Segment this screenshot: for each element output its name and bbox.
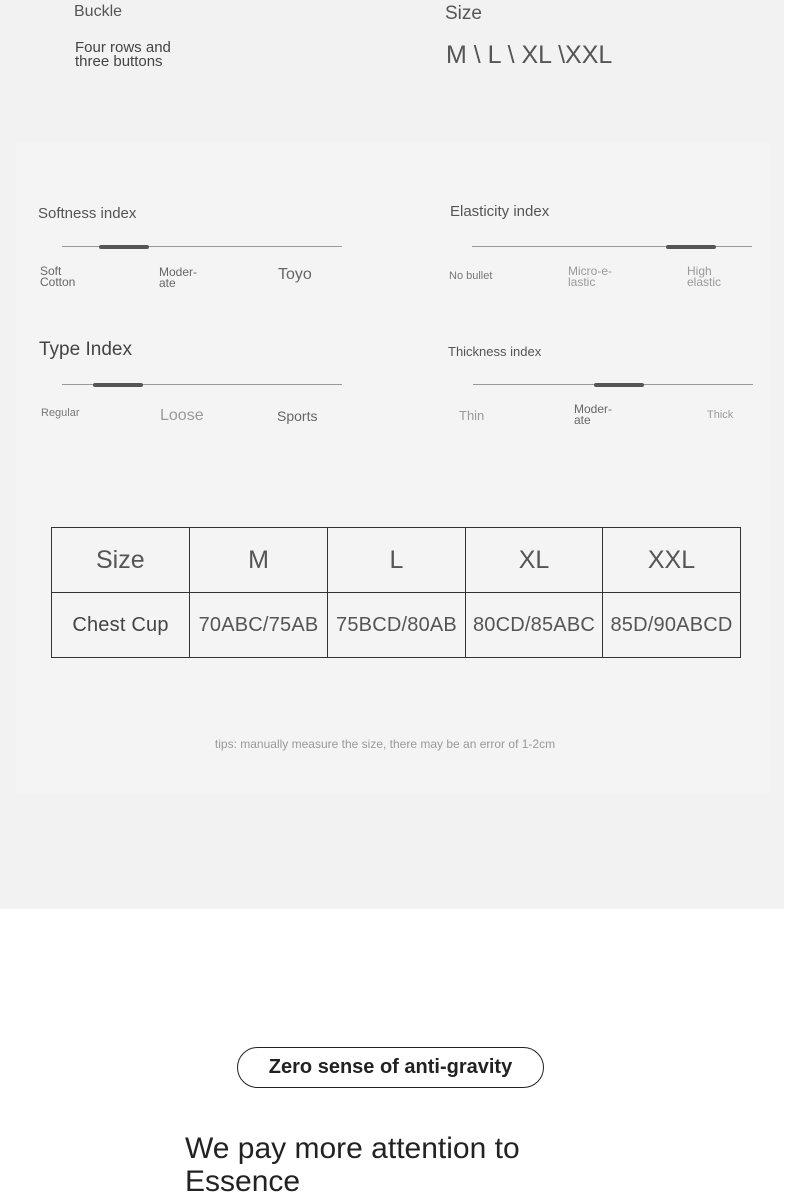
softness-option-toyo: Toyo [278, 266, 312, 283]
measurement-tips: tips: manually measure the size, there may be an error of 1-2cm [214, 737, 556, 751]
size-chart-table [51, 527, 741, 658]
buckle-value: Four rows and three buttons [75, 39, 171, 70]
size-table-row [52, 593, 741, 658]
elasticity-option-micro-elastic: Micro-e- lastic [568, 264, 612, 289]
softness-option-moderate: Moder- ate [159, 265, 198, 290]
feature-badge: Zero sense of anti-gravity [237, 1047, 544, 1088]
elasticity-option-high-elastic: High elastic [687, 264, 722, 289]
size-table-cell-xl: 80CD/85ABC [466, 593, 603, 658]
softness-option-soft-cotton: Soft Cotton [40, 264, 76, 289]
thickness-option-thin: Thin [459, 408, 485, 423]
index-panel [16, 143, 771, 793]
headline-text: We pay more attention to Essence [185, 1132, 520, 1198]
size-table-header-size: Size [52, 528, 190, 593]
type-option-loose: Loose [160, 407, 204, 424]
size-label: Size [445, 3, 482, 24]
size-table-header-m: M [190, 528, 328, 593]
buckle-label: Buckle [74, 3, 123, 20]
softness-index-title: Softness index [38, 205, 137, 222]
elasticity-index-title: Elasticity index [450, 203, 550, 220]
size-table-cell-m: 70ABC/75AB [190, 593, 328, 658]
size-table-cell-l: 75BCD/80AB [328, 593, 466, 658]
size-table-header-xl: XL [466, 528, 603, 593]
elasticity-index-marker [666, 245, 716, 249]
size-table-chest-cup-label: Chest Cup [52, 593, 190, 658]
softness-index-marker [99, 245, 149, 249]
size-value: M \ L \ XL \XXL [446, 41, 613, 69]
thickness-option-thick: Thick [707, 409, 734, 421]
thickness-index-title: Thickness index [448, 344, 542, 359]
elasticity-option-no-bullet: No bullet [449, 270, 493, 282]
thickness-index-marker [594, 383, 644, 387]
thickness-option-moderate: Moder- ate [574, 402, 613, 427]
type-option-regular: Regular [41, 407, 80, 419]
size-table-cell-xxl: 85D/90ABCD [603, 593, 741, 658]
type-index-title: Type Index [39, 339, 132, 360]
size-table-header-xxl: XXL [603, 528, 741, 593]
size-table-header-l: L [328, 528, 466, 593]
size-table-header-row [52, 528, 741, 593]
type-option-sports: Sports [277, 408, 318, 424]
type-index-marker [93, 383, 143, 387]
